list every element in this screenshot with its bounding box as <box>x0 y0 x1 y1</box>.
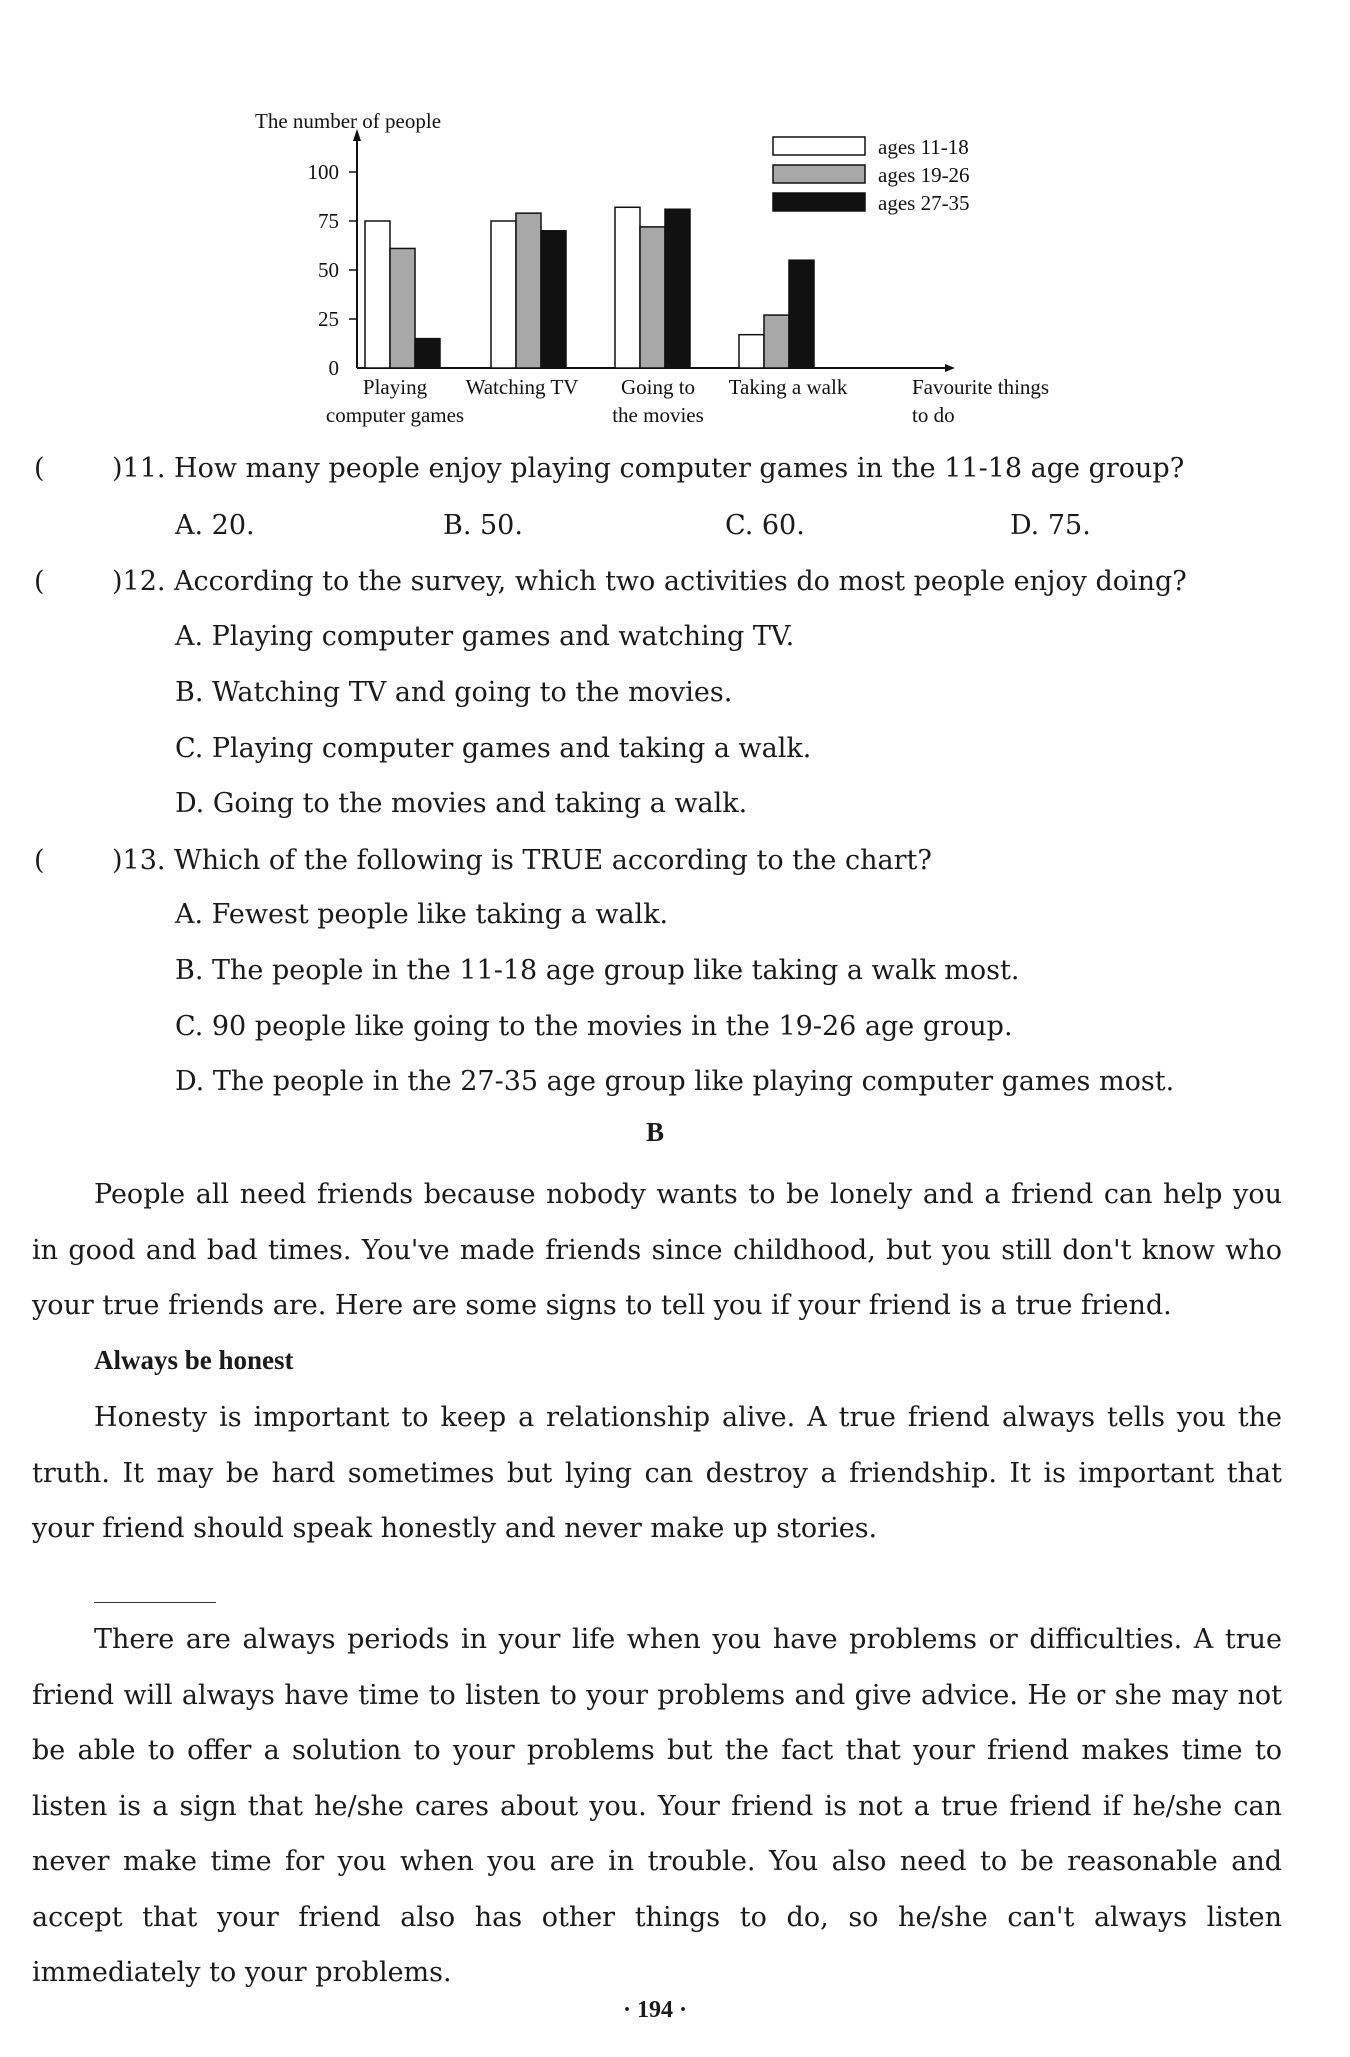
answer-bracket: ( <box>34 845 45 876</box>
legend-swatch <box>773 165 865 183</box>
bar <box>491 221 516 368</box>
legend-swatch <box>773 193 865 211</box>
legend-label: ages 27-35 <box>878 191 970 215</box>
legend-label: ages 19-26 <box>878 163 970 187</box>
option-b: B. 50. <box>443 510 523 541</box>
y-tick-label: 25 <box>318 307 339 331</box>
bar <box>516 213 541 368</box>
chart-svg <box>0 0 1350 440</box>
legend-swatch <box>773 137 865 155</box>
bar <box>665 209 690 368</box>
bar-chart <box>0 0 1350 440</box>
bar <box>365 221 390 368</box>
category-label: Watching TV <box>465 375 579 399</box>
option-a: A. Playing computer games and watching TV. <box>175 621 795 652</box>
option-d: D. The people in the 27-35 age group like playing computer games most. <box>175 1066 1175 1097</box>
y-tick-label: 75 <box>318 209 339 233</box>
option-c: C. 90 people like going to the movies in the 19-26 age group. <box>175 1011 1013 1042</box>
honesty-paragraph: Honesty is important to keep a relationship alive. A true friend always tells you the truth. It may be hard sometimes but lying can destroy a friendship. It is important that your friend should speak honestly and never make up stories. <box>32 1402 1282 1544</box>
section-title: B <box>645 1117 664 1147</box>
option-b: B. The people in the 11-18 age group like taking a walk most. <box>175 955 1020 986</box>
y-axis-label: The number of people <box>255 109 442 133</box>
option-a: A. 20. <box>175 510 255 541</box>
heading-blank <box>94 1602 216 1603</box>
option-a: A. Fewest people like taking a walk. <box>175 899 669 930</box>
bar <box>390 248 415 368</box>
bar <box>415 339 440 368</box>
option-c: C. Playing computer games and taking a walk. <box>175 733 812 764</box>
legend-label: ages 11-18 <box>878 135 969 159</box>
option-d: D. 75. <box>1010 510 1091 541</box>
bar <box>640 227 665 368</box>
category-label: the movies <box>612 403 704 427</box>
bar <box>789 260 814 368</box>
answer-bracket: ( <box>34 566 45 597</box>
answer-bracket: ( <box>34 453 45 484</box>
question-text: )11. How many people enjoy playing computer games in the 11-18 age group? <box>112 453 1185 484</box>
x-axis-arrow <box>945 364 955 372</box>
question-text: )13. Which of the following is TRUE according to the chart? <box>112 845 932 876</box>
bar <box>541 231 566 368</box>
y-tick-label: 50 <box>318 258 339 282</box>
y-tick-label: 0 <box>328 356 339 380</box>
x-axis-label: Favourite things <box>912 375 1050 399</box>
category-label: Playing <box>362 375 428 399</box>
intro-paragraph: People all need friends because nobody wants to be lonely and a friend can help you in good and bad times. You've made friends since childhood, but you still don't know who your true friends are. Here are some signs to tell you if your friend is a true friend. <box>32 1179 1282 1321</box>
bar <box>764 315 789 368</box>
bar <box>739 335 764 368</box>
x-axis-label: to do <box>912 403 955 427</box>
option-d: D. Going to the movies and taking a walk. <box>175 788 748 819</box>
y-tick-label: 100 <box>307 160 339 184</box>
option-c: C. 60. <box>725 510 805 541</box>
subheading-honest: Always be honest <box>94 1345 294 1375</box>
question-text: )12. According to the survey, which two activities do most people enjoy doing? <box>112 566 1187 597</box>
page-number: · 194 · <box>622 1997 687 2023</box>
category-label: Taking a walk <box>728 375 848 399</box>
listening-paragraph: There are always periods in your life when you have problems or difficulties. A true friend will always have time to listen to your problems and give advice. He or she may not be able to offer a solution to your problems but the fact that your friend makes time to listen is a sign that he/she cares about you. Your friend is not a true friend if he/she can never make time for you when you are in trouble. You also need to be reasonable and accept that your friend also has other things to do, so he/she can't always listen immediately to your problems. <box>32 1624 1282 1988</box>
category-label: Going to <box>620 375 696 399</box>
category-label: computer games <box>325 403 465 427</box>
bar <box>615 207 640 368</box>
option-b: B. Watching TV and going to the movies. <box>175 677 733 708</box>
